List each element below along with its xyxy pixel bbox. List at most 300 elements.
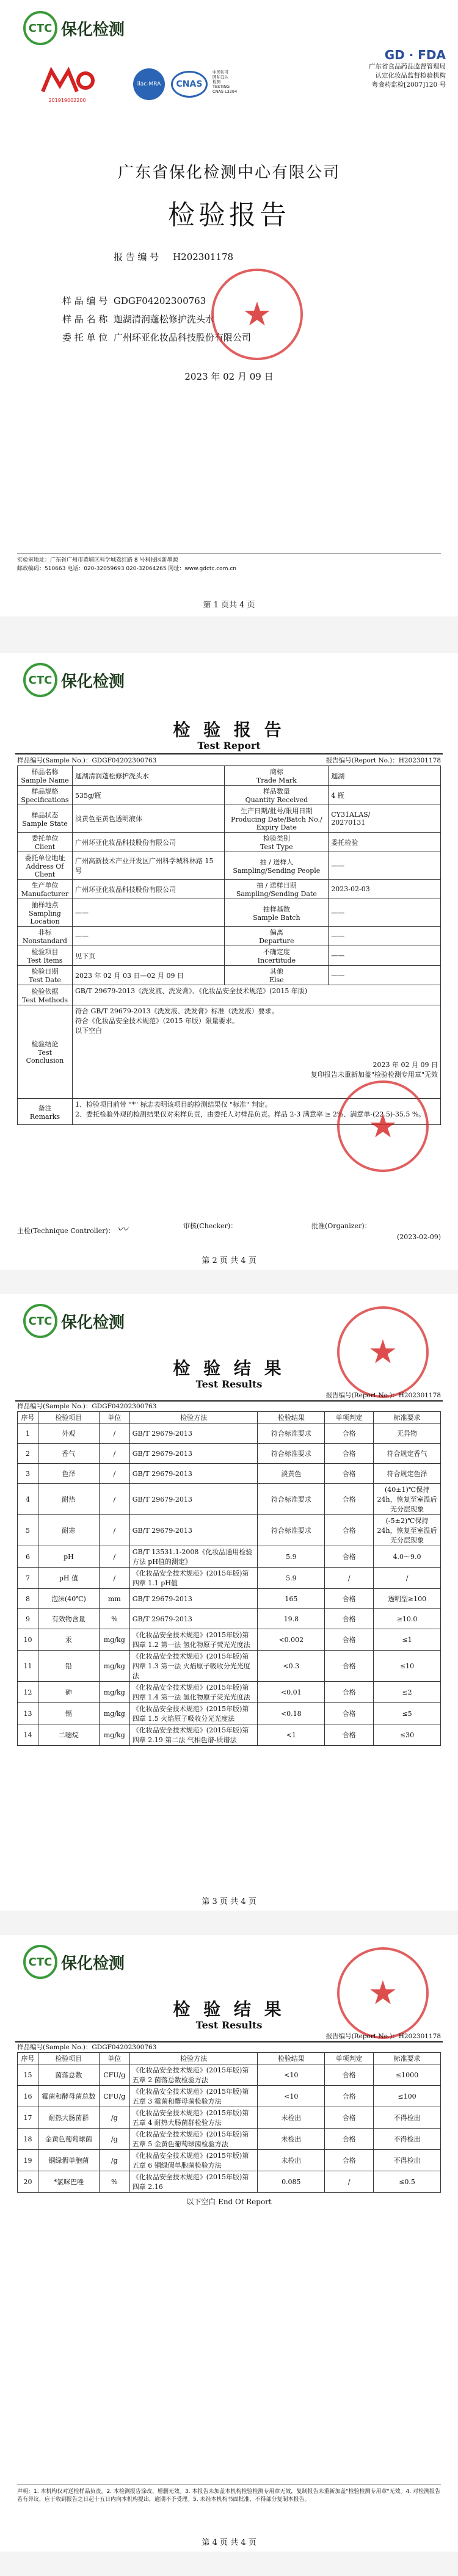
result-cell: 铜绿假单胞菌 (38, 2150, 99, 2171)
column-header: 标准要求 (374, 1412, 441, 1424)
result-row (18, 2150, 441, 2171)
result-cell: 符合标准要求 (258, 1484, 325, 1515)
report-no-value: H202301178 (173, 251, 234, 262)
field-label: 样品状态 Sample State (18, 805, 73, 833)
result-cell: 不得检出 (374, 2107, 441, 2129)
sample-no-line: 样品编号(Sample No.)：GDGF04202300763 (17, 1403, 157, 1410)
field-value: GB/T 29679-2013《洗发液、洗发膏》、《化妆品安全技术规范》(2015 年版) (72, 985, 440, 1005)
result-cell: 4.0～9.0 (374, 1546, 441, 1568)
result-cell: / (99, 1546, 129, 1568)
field-label: 检验结论 Test Conclusion (18, 1005, 73, 1099)
cover-sample-name-label: 样 品 名 称 (62, 314, 108, 325)
gdfda-block (330, 48, 446, 90)
field-label: 非标 Nonstandard (18, 927, 73, 946)
report-no-label: 报 告 编 号 (114, 251, 159, 262)
field-label: 抽 / 送样日期 Sampling/Sending Date (225, 880, 329, 899)
result-cell: 铅 (38, 1651, 99, 1682)
result-cell: (40±1)℃保持24h，恢复至室温后无分层现象 (374, 1484, 441, 1515)
field-label: 抽样基数 Sample Batch (225, 899, 329, 927)
result-row (18, 1424, 441, 1444)
result-cell: GB/T 29679-2013 (129, 1464, 258, 1484)
summary-row (18, 880, 441, 899)
result-cell: / (325, 2171, 374, 2193)
field-value: CY31ALAS/ 20270131 (329, 805, 441, 833)
approve-date: (2023-02-09) (396, 1233, 441, 1241)
result-cell: 《化妆品安全技术规范》(2015年版)第四章 1.1 pH值 (129, 1568, 258, 1589)
official-seal-cover (211, 269, 303, 360)
result-cell: 霉菌和酵母菌总数 (38, 2086, 99, 2107)
summary-row (18, 805, 441, 833)
result-cell: mg/kg (99, 1703, 129, 1724)
column-header: 序号 (18, 1412, 38, 1424)
page-number: 第 4 页 共 4 页 (202, 2538, 256, 2547)
result-cell: 色泽 (38, 1464, 99, 1484)
result-cell: GB/T 29679-2013 (129, 1609, 258, 1629)
result-cell: 合格 (325, 1703, 374, 1724)
result-cell: 《化妆品安全技术规范》(2015年版)第四章 1.4 第一法 氢化物原子荧光光度法 (129, 1682, 258, 1703)
summary-title-en: Test Report (197, 740, 261, 751)
result-cell: CFU/g (99, 2086, 129, 2107)
cnas-logo (171, 71, 208, 98)
technique-label: 主检(Technique Controller)： (17, 1227, 115, 1235)
report-no-row (114, 250, 233, 263)
ilac-label: ilac-MRA (137, 81, 161, 87)
summary-table (17, 765, 441, 1125)
result-cell: <10 (258, 2086, 325, 2107)
page-number: 第 3 页 共 4 页 (202, 1897, 256, 1906)
report-notice: 声明：1. 本机构仅对送检样品负责。2. 本检测报告涂改、增删无效。3. 本报告未加盖本机构检验检测专用章无效，复制报告未重新加盖"检验检测专用章"无效。4. 对检测报告若有异议，应于收到报告之日起十五日内向本机构提出，逾期不予受理。5. 未经本机构书面批准，不得部分复制本报告。 (17, 2489, 441, 2503)
result-cell: 0.085 (258, 2171, 325, 2193)
result-cell: 《化妆品安全技术规范》(2015年版)第四章 2.16 (129, 2171, 258, 2193)
checker-label: 审核(Checker)： (183, 1222, 238, 1230)
result-cell: 19.8 (258, 1609, 325, 1629)
cnas-text: 中国认可 国际互认 检测 TESTING CNAS L3294 (213, 70, 238, 94)
result-cell: 合格 (325, 2064, 374, 2086)
summary-row (18, 927, 441, 946)
results-table-2 (17, 2052, 441, 2193)
result-cell: 合格 (325, 1724, 374, 1746)
summary-row (18, 899, 441, 927)
result-cell: 14 (18, 1724, 38, 1746)
result-row (18, 2064, 441, 2086)
cover-client-label: 委 托 单 位 (62, 332, 108, 343)
field-label: 备注 Remarks (18, 1099, 73, 1125)
cover-date: 2023 年 02 月 09 日 (184, 371, 274, 382)
result-cell: 未检出 (258, 2150, 325, 2171)
field-label: 不确定度 Incertitude (225, 946, 329, 966)
result-cell: 二噁烷 (38, 1724, 99, 1746)
ilac-mra-logo (133, 68, 165, 100)
result-cell: 《化妆品安全技术规范》(2015年版)第五章 4 耐热大肠菌群检验方法 (129, 2107, 258, 2129)
result-cell: (-5±2)℃保持24h，恢复至室温后无分层现象 (374, 1515, 441, 1546)
result-row (18, 2129, 441, 2150)
page-number: 第 1 页共 4 页 (203, 601, 255, 610)
field-value: —— (72, 927, 224, 946)
result-cell: GB/T 29679-2013 (129, 1484, 258, 1515)
column-header: 单项判定 (325, 2053, 374, 2064)
result-cell: <10 (258, 2064, 325, 2086)
field-value: 广州高新技术产业开发区广州科学城科林路 15 号 (72, 852, 224, 880)
field-label: 生产单位 Manufacturer (18, 880, 73, 899)
result-cell: 165 (258, 1589, 325, 1609)
result-cell: 不得检出 (374, 2150, 441, 2171)
result-cell: 6 (18, 1546, 38, 1568)
result-cell: ≤100 (374, 2086, 441, 2107)
report-summary-page (0, 653, 458, 1270)
brand-name: 保化检测 (61, 672, 125, 691)
result-cell: <0.002 (258, 1629, 325, 1651)
result-cell: /g (99, 2107, 129, 2129)
result-cell: 4 (18, 1484, 38, 1515)
result-row (18, 1464, 441, 1484)
gdfda-title: GD · FDA (384, 48, 446, 62)
result-cell: mg/kg (99, 1682, 129, 1703)
result-cell: 《化妆品安全技术规范》(2015年版)第四章 2.19 第二法 气相色谱-质谱法 (129, 1724, 258, 1746)
result-row (18, 1609, 441, 1629)
field-label: 偏离 Departure (225, 927, 329, 946)
results-table-1 (17, 1411, 441, 1746)
column-header: 单位 (99, 1412, 129, 1424)
result-row (18, 1651, 441, 1682)
field-label: 检验类别 Test Type (225, 833, 329, 852)
field-value: —— (329, 852, 441, 880)
report-cover-page (0, 0, 458, 617)
result-cell: / (99, 1424, 129, 1444)
field-label: 生产日期/批号/限用日期 Producing Date/Batch No./ Expiry Date (225, 805, 329, 833)
lab-contact: 邮政编码：510663 电话：020-32059693 020-32064265 网址：www.gdctc.com.cn (17, 566, 236, 572)
approver-label: 批准(Organizer)： (311, 1222, 371, 1230)
summary-row (18, 833, 441, 852)
field-value: 4 瓶 (329, 786, 441, 805)
field-label: 商标 Trade Mark (225, 766, 329, 786)
result-cell: 《化妆品安全技术规范》(2015年版)第五章 3 霉菌和酵母菌检验方法 (129, 2086, 258, 2107)
result-cell: 合格 (325, 1546, 374, 1568)
result-cell: GB/T 29679-2013 (129, 1444, 258, 1464)
summary-row (18, 966, 441, 985)
field-value: —— (329, 899, 441, 927)
result-cell: 《化妆品安全技术规范》(2015年版)第四章 1.2 第一法 氢化物原子荧光光度法 (129, 1629, 258, 1651)
result-cell: 19 (18, 2150, 38, 2171)
result-cell: 透明型≥100 (374, 1589, 441, 1609)
column-header: 标准要求 (374, 2053, 441, 2064)
result-cell: 15 (18, 2064, 38, 2086)
ctc-emblem-icon: CTC (23, 1304, 57, 1338)
result-cell: 8 (18, 1589, 38, 1609)
result-cell: 泡沫(40℃) (38, 1589, 99, 1609)
notice-divider (17, 2484, 441, 2485)
field-label: 抽样地点 Sampling Location (18, 899, 73, 927)
field-value: —— (329, 966, 441, 985)
result-cell: 符合标准要求 (258, 1515, 325, 1546)
result-cell: 合格 (325, 2129, 374, 2150)
approver-row (311, 1221, 371, 1231)
sample-no-line: 样品编号(Sample No.)：GDGF04202300763 (17, 757, 157, 764)
field-value: 淡黄色至黄色透明液体 (72, 805, 224, 833)
result-cell: mg/kg (99, 1651, 129, 1682)
ctc-logo (23, 11, 125, 45)
seal-star-icon: ★ (368, 1107, 398, 1145)
column-header: 检验结果 (258, 2053, 325, 2064)
gdfda-line3: 粤食药监检[2007]120 号 (371, 81, 446, 89)
seal-star-icon: ★ (368, 1333, 398, 1371)
cover-sample-no: GDGF04202300763 (113, 295, 206, 306)
result-cell: 砷 (38, 1682, 99, 1703)
ctc-emblem-icon: CTC (23, 1945, 57, 1979)
conclusion-sign-date: 2023 年 02 月 09 日 复印报告未重新加盖"检验检测专用章"无效 (310, 1061, 438, 1079)
result-cell: 16 (18, 2086, 38, 2107)
result-cell: 不得检出 (374, 2129, 441, 2150)
field-label: 委托单位 Client (18, 833, 73, 852)
result-cell: 11 (18, 1651, 38, 1682)
result-cell: 10 (18, 1629, 38, 1651)
result-cell: ≤2 (374, 1682, 441, 1703)
result-cell: % (99, 2171, 129, 2193)
cover-sample-name: 迦湖清润蓬松修护洗头水 (113, 314, 214, 325)
cma-logo (39, 67, 95, 103)
result-cell: 17 (18, 2107, 38, 2129)
result-row (18, 1484, 441, 1515)
result-cell: 《化妆品安全技术规范》(2015年版)第四章 1.5 火焰原子吸收分光光度法 (129, 1703, 258, 1724)
column-header: 单项判定 (325, 1412, 374, 1424)
result-cell: 符合标准要求 (258, 1444, 325, 1464)
brand-name: 保化检测 (61, 20, 125, 39)
result-cell: 合格 (325, 1515, 374, 1546)
result-cell: / (99, 1515, 129, 1546)
result-cell: *氯咪巴唑 (38, 2171, 99, 2193)
result-cell: 12 (18, 1682, 38, 1703)
result-cell: 菌落总数 (38, 2064, 99, 2086)
field-label: 样品数量 Quantity Received (225, 786, 329, 805)
ctc-logo (23, 1304, 125, 1338)
result-cell: 《化妆品安全技术规范》(2015年版)第五章 5 金黄色葡萄球菌检验方法 (129, 2129, 258, 2150)
cnas-label: CNAS (176, 79, 203, 89)
result-cell: / (99, 1444, 129, 1464)
result-cell: pH 值 (38, 1568, 99, 1589)
ctc-logo (23, 1945, 125, 1979)
checker-row (183, 1221, 237, 1231)
results-title-cn: 检 验 结 果 (173, 1999, 285, 2019)
result-cell: 耐热 (38, 1484, 99, 1515)
result-cell: <1 (258, 1724, 325, 1746)
result-cell: 《化妆品安全技术规范》(2015年版)第四章 1.3 第一法 火焰原子吸收分光光度法 (129, 1651, 258, 1682)
gdfda-line1: 广东省食品药品监督管理局 (369, 63, 446, 70)
result-cell: 合格 (325, 1444, 374, 1464)
result-cell: 合格 (325, 2150, 374, 2171)
test-results-page-2 (0, 1935, 458, 2552)
result-cell: ≥10.0 (374, 1609, 441, 1629)
result-row (18, 2086, 441, 2107)
result-cell: 合格 (325, 1682, 374, 1703)
result-cell: 合格 (325, 1424, 374, 1444)
result-cell: 5.9 (258, 1546, 325, 1568)
column-header: 检验方法 (129, 1412, 258, 1424)
result-cell: 未检出 (258, 2129, 325, 2150)
field-label: 样品规格 Specifications (18, 786, 73, 805)
result-row (18, 1724, 441, 1746)
result-row (18, 1568, 441, 1589)
result-cell: / (325, 1568, 374, 1589)
result-cell: mg/kg (99, 1724, 129, 1746)
result-cell: ≤5 (374, 1703, 441, 1724)
result-cell: ≤1 (374, 1629, 441, 1651)
field-value: 见下页 (72, 946, 224, 966)
summary-title-cn: 检 验 报 告 (173, 720, 285, 740)
result-cell: mm (99, 1589, 129, 1609)
result-row (18, 1629, 441, 1651)
summary-row (18, 786, 441, 805)
result-cell: 合格 (325, 1464, 374, 1484)
report-no-line: 报告编号(Report No.)：H202301178 (325, 1392, 441, 1399)
result-row (18, 1682, 441, 1703)
summary-row (18, 766, 441, 786)
title-rule (15, 753, 443, 754)
test-results-page-1 (0, 1294, 458, 1911)
result-cell: <0.3 (258, 1651, 325, 1682)
result-cell: ≤1000 (374, 2064, 441, 2086)
org-name: 广东省保化检测中心有限公司 (117, 164, 340, 182)
seal-star-icon: ★ (242, 295, 272, 333)
result-cell: 无异物 (374, 1424, 441, 1444)
result-cell: 外观 (38, 1424, 99, 1444)
result-row (18, 2171, 441, 2193)
result-cell: GB/T 29679-2013 (129, 1424, 258, 1444)
result-cell: 9 (18, 1609, 38, 1629)
result-cell: CFU/g (99, 2064, 129, 2086)
field-label: 其他 Else (225, 966, 329, 985)
result-cell: GB/T 13531.1-2008《化妆品通用检验方法 pH值的测定》 (129, 1546, 258, 1568)
result-cell: 汞 (38, 1629, 99, 1651)
field-value: 2023-02-03 (329, 880, 441, 899)
sample-no-line: 样品编号(Sample No.)：GDGF04202300763 (17, 2044, 157, 2051)
report-no-line: 报告编号(Report No.)：H202301178 (325, 757, 441, 764)
signature-row (17, 1221, 128, 1237)
column-header: 序号 (18, 2053, 38, 2064)
result-cell: 耐寒 (38, 1515, 99, 1546)
result-row (18, 1444, 441, 1464)
column-header: 检验项目 (38, 2053, 99, 2064)
column-header: 检验项目 (38, 1412, 99, 1424)
result-cell: 金黄色葡萄球菌 (38, 2129, 99, 2150)
result-cell: 《化妆品安全技术规范》(2015年版)第五章 6 铜绿假单胞菌检验方法 (129, 2150, 258, 2171)
result-cell: 3 (18, 1464, 38, 1484)
result-cell: <0.01 (258, 1682, 325, 1703)
result-cell: 5 (18, 1515, 38, 1546)
results-title-en: Test Results (195, 2019, 263, 2031)
field-value: 委托检验 (329, 833, 441, 852)
ctc-logo (23, 663, 125, 697)
result-row (18, 2107, 441, 2129)
result-cell: 镉 (38, 1703, 99, 1724)
summary-row (18, 946, 441, 966)
result-cell: 《化妆品安全技术规范》(2015年版)第五章 2 菌落总数检验方法 (129, 2064, 258, 2086)
field-label: 检验依据 Test Methods (18, 985, 73, 1005)
field-value: —— (72, 899, 224, 927)
result-cell: /g (99, 2129, 129, 2150)
field-value: 符合 GB/T 29679-2013《洗发液、洗发膏》标准（洗发液）要求。 符合《化妆品安全技术规范》（2015 年版）限量要求。 以下空白 2023 年 02 月 09 日 复印报告未重新加盖"检验检测专用章"无效 (72, 1005, 440, 1099)
result-row (18, 1515, 441, 1546)
end-of-report: 以下空白 End Of Report (186, 2198, 272, 2206)
footer-divider (17, 553, 441, 554)
result-cell: 5.9 (258, 1568, 325, 1589)
result-cell: 符合标准要求 (258, 1424, 325, 1444)
brand-name: 保化检测 (61, 1954, 125, 1973)
report-title: 检验报告 (168, 200, 290, 231)
summary-row (18, 852, 441, 880)
result-cell: 合格 (325, 1629, 374, 1651)
result-cell: 合格 (325, 1609, 374, 1629)
cover-client: 广州环亚化妆品科技股份有限公司 (113, 332, 251, 343)
result-cell: 18 (18, 2129, 38, 2150)
result-cell: 20 (18, 2171, 38, 2193)
result-cell: 有效物含量 (38, 1609, 99, 1629)
result-cell: 耐热大肠菌群 (38, 2107, 99, 2129)
result-cell: /g (99, 2150, 129, 2171)
field-value: 广州环亚化妆品科技股份有限公司 (72, 880, 224, 899)
result-cell: pH (38, 1546, 99, 1568)
result-cell: 合格 (325, 1589, 374, 1609)
result-cell: GB/T 29679-2013 (129, 1589, 258, 1609)
result-cell: 13 (18, 1703, 38, 1724)
result-row (18, 1589, 441, 1609)
field-value: 2023 年 02 月 03 日—02 月 09 日 (72, 966, 224, 985)
result-cell: ≤30 (374, 1724, 441, 1746)
result-cell: 合格 (325, 2086, 374, 2107)
result-cell: 合格 (325, 2107, 374, 2129)
result-cell: ≤10 (374, 1651, 441, 1682)
ctc-emblem-icon: CTC (23, 11, 57, 45)
page-number: 第 2 页 共 4 页 (202, 1256, 256, 1265)
result-row (18, 1703, 441, 1724)
results-title-cn: 检 验 结 果 (173, 1358, 285, 1378)
field-label: 检验日期 Test Date (18, 966, 73, 985)
field-value: —— (329, 927, 441, 946)
column-header: 检验结果 (258, 1412, 325, 1424)
result-cell: mg/kg (99, 1629, 129, 1651)
result-cell: 1 (18, 1424, 38, 1444)
brand-name: 保化检测 (61, 1313, 125, 1332)
column-header: 检验方法 (129, 2053, 258, 2064)
result-cell: ≤0.5 (374, 2171, 441, 2193)
technique-signature: 〰 (117, 1223, 128, 1236)
result-cell: GB/T 29679-2013 (129, 1515, 258, 1546)
result-row (18, 1546, 441, 1568)
ctc-emblem-icon: CTC (23, 663, 57, 697)
result-cell: 香气 (38, 1444, 99, 1464)
results-title-en: Test Results (195, 1378, 263, 1390)
result-cell: / (374, 1568, 441, 1589)
field-value: 535g/瓶 (72, 786, 224, 805)
field-value: 迦湖 (329, 766, 441, 786)
test-methods-row (18, 985, 441, 1005)
cma-number: 201919002200 (48, 98, 86, 103)
field-label: 委托单位地址 Address Of Client (18, 852, 73, 880)
result-cell: % (99, 1609, 129, 1629)
seal-star-icon: ★ (368, 1974, 398, 2012)
gdfda-line2: 认定化妆品监督检验机构 (375, 72, 446, 79)
result-cell: 淡黄色 (258, 1464, 325, 1484)
field-label: 检验项目 Test Items (18, 946, 73, 966)
result-cell: 2 (18, 1444, 38, 1464)
column-header: 单位 (99, 2053, 129, 2064)
field-value: —— (329, 946, 441, 966)
lab-address: 实验室地址：广东省广州市黄埔区科学城荔红路 8 号科技园新墨源 (17, 557, 178, 563)
result-cell: <0.18 (258, 1703, 325, 1724)
result-cell: 符合规定香气 (374, 1444, 441, 1464)
cover-sample-no-label: 样 品 编 号 (62, 295, 108, 306)
field-label: 抽 / 送样人 Sampling/Sending People (225, 852, 329, 880)
result-cell: 7 (18, 1568, 38, 1589)
field-label: 样品名称 Sample Name (18, 766, 73, 786)
